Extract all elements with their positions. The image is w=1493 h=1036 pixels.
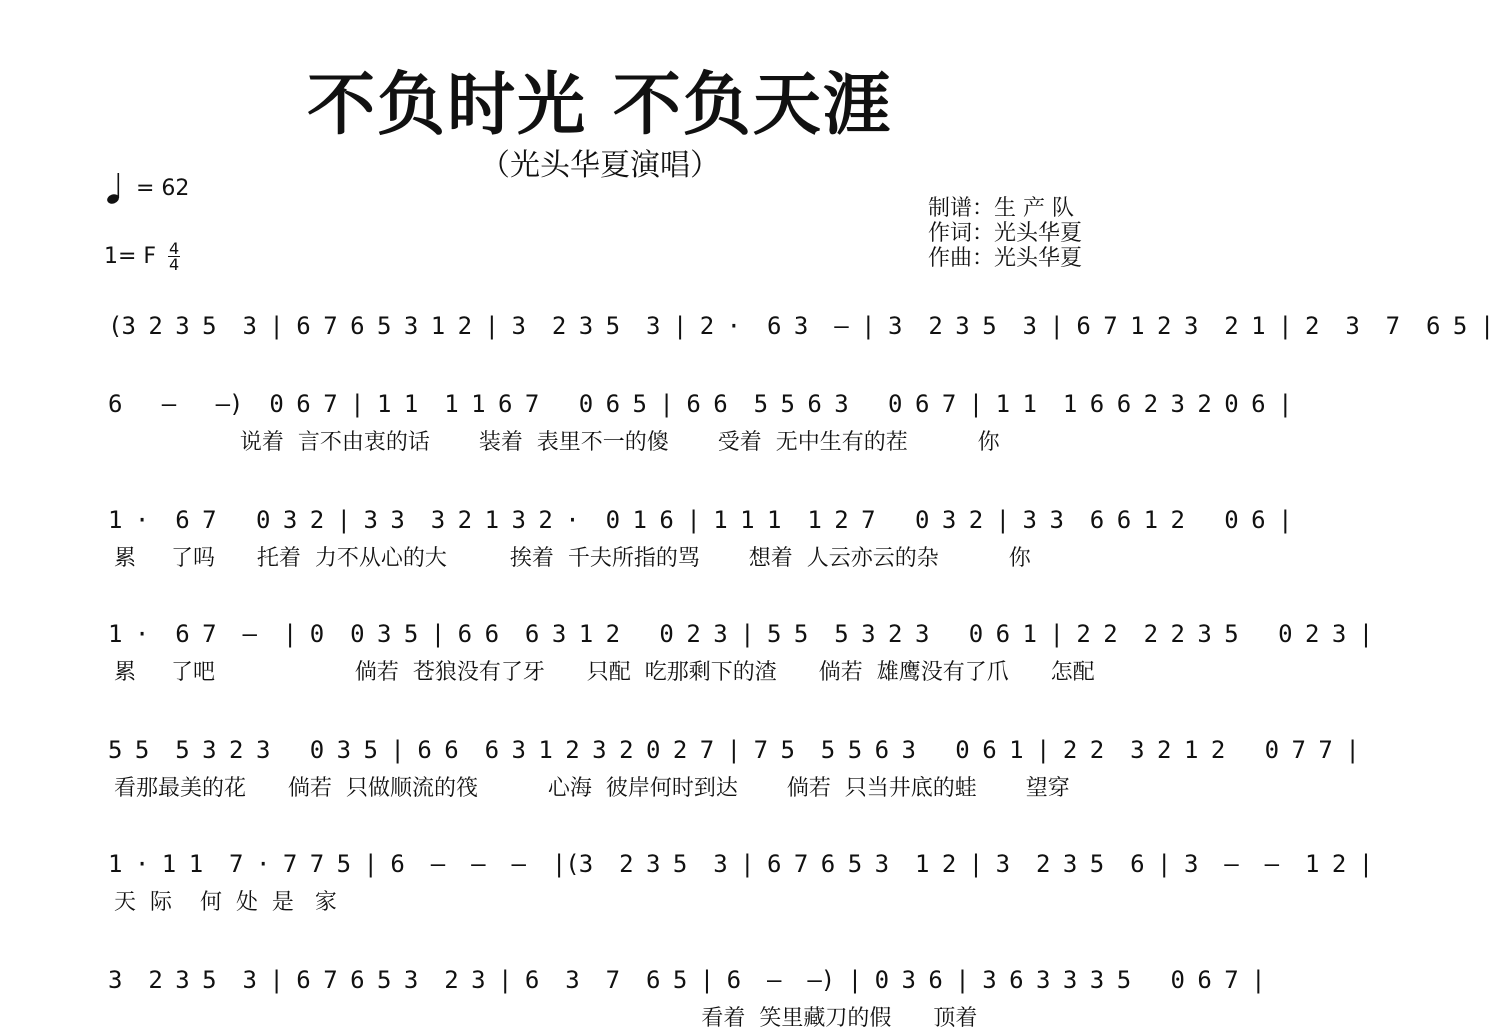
credit-label: 作曲： — [928, 246, 995, 271]
key-signature — [104, 236, 180, 276]
time-signature — [168, 238, 180, 274]
lyric-line: 天 际 何 处 是 家 — [114, 890, 337, 915]
notation-line: 1 · 1 1 7 · 7 7 5 | 6 — — — |(3 2 3 5 3 | 6 7 6 5 3 1 2 | 3 2 3 5 6 | 3 — — 1 2 | — [108, 850, 1373, 878]
credits-block — [928, 196, 1082, 271]
tempo-value: = 62 — [136, 175, 190, 201]
credit-composer — [928, 246, 1082, 271]
credit-value: 光头华夏 — [994, 221, 1083, 246]
credit-transcriber — [928, 196, 1082, 221]
credit-value: 光头华夏 — [994, 246, 1083, 271]
notation-line: 5 5 5 3 2 3 0 3 5 | 6 6 6 3 1 2 3 2 0 2 7 | 7 5 5 5 6 3 0 6 1 | 2 2 3 2 1 2 0 7 7 | — [108, 736, 1359, 764]
notation-line: 6 — —) 0 6 7 | 1 1 1 1 6 7 0 6 5 | 6 6 5 5 6 3 0 6 7 | 1 1 1 6 6 2 3 2 0 6 | — [108, 390, 1292, 418]
song-title: 不负时光 不负天涯 — [307, 66, 893, 145]
time-denominator: 4 — [168, 254, 180, 274]
notation-line: 1 · 6 7 — | 0 0 3 5 | 6 6 6 3 1 2 0 2 3 | 5 5 5 3 2 3 0 6 1 | 2 2 2 2 3 5 0 2 3 | — [108, 620, 1373, 648]
credit-label: 制谱： — [928, 196, 995, 221]
lyric-line — [114, 348, 1108, 382]
lyric-line: 看着 笑里藏刀的假 顶着 — [114, 1006, 978, 1031]
quarter-note-icon — [106, 171, 122, 205]
lyric-line: 累 了吗 托着 力不从心的大 挨着 千夫所指的骂 想着 人云亦云的杂 你 — [114, 546, 1031, 571]
lyric-line: 累 了吧 倘若 苍狼没有了牙 只配 吃那剩下的渣 倘若 雄鹰没有了爪 怎配 — [114, 660, 1095, 685]
credit-label: 作词： — [928, 221, 995, 246]
credit-lyricist — [928, 221, 1082, 246]
time-numerator: 4 — [168, 238, 180, 258]
notation-line: (3 2 3 5 3 | 6 7 6 5 3 1 2 | 3 2 3 5 3 | 2 · 6 3 — | 3 2 3 5 3 | 6 7 1 2 3 2 1 | 2 3 7 6 5 | — [108, 312, 1493, 340]
notation-line: 3 2 3 5 3 | 6 7 6 5 3 2 3 | 6 3 7 6 5 | 6 — —) | 0 3 6 | 3 6 3 3 3 5 0 6 7 | — [108, 966, 1265, 994]
key-text: 1= F — [104, 243, 157, 269]
song-subtitle: （光头华夏演唱） — [480, 148, 720, 183]
tempo-marking — [106, 168, 189, 208]
lyric-line: 说着 言不由衷的话 装着 表里不一的傻 受着 无中生有的茬 你 — [114, 430, 1000, 455]
lyric-line: 看那最美的花 倘若 只做顺流的筏 心海 彼岸何时到达 倘若 只当井底的蛙 望穿 — [114, 776, 1070, 801]
notation-line: 1 · 6 7 0 3 2 | 3 3 3 2 1 3 2 · 0 1 6 | 1 1 1 1 2 7 0 3 2 | 3 3 6 6 1 2 0 6 | — [108, 506, 1292, 534]
credit-value: 生 产 队 — [994, 196, 1075, 221]
